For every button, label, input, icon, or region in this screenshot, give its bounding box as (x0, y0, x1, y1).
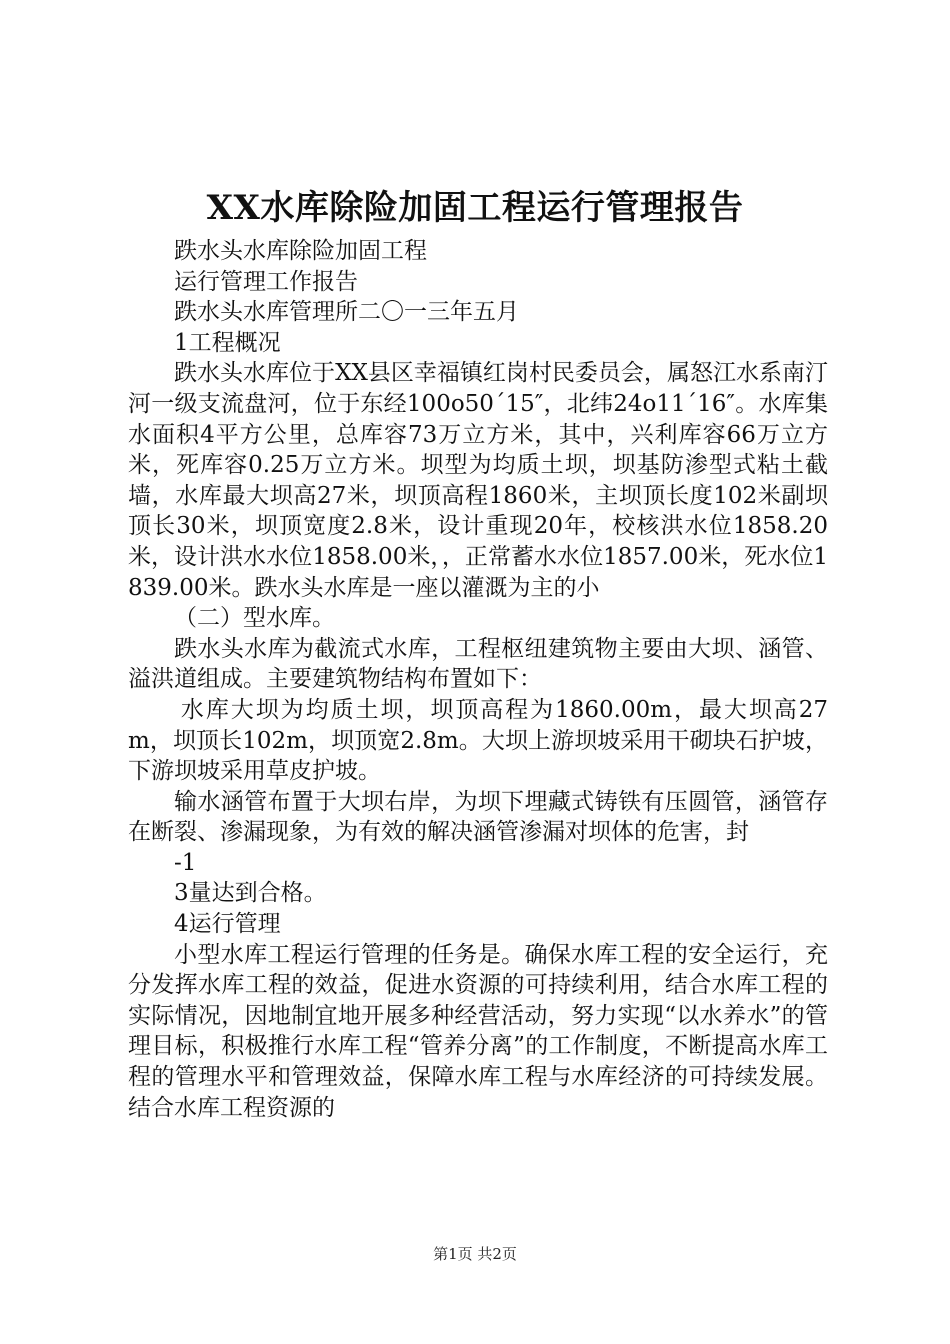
paragraph-overview: 跌水头水库位于XX县区幸福镇红岗村民委员会，属怒江水系南汀河一级支流盘河，位于东经100o50´15″，北纬24o11´16″。水库集水面积4平方公里，总库容73万立方米，其中，兴利库容66万立方米，死库容0.25万立方米。坝型为均质土坝，坝基防渗型式粘土截墙，水库最大坝高27米，坝顶高程1860米，主坝顶长度102米副坝顶长30米，坝顶宽度2.8米，设计重现20年，校核洪水位1858.20米，设计洪水水位1858.00米，，正常蓄水水位1857.00米，死水位1839.00米。跌水头水库是一座以灌溉为主的小 (128, 360, 828, 601)
paragraph-dam: 水库大坝为均质土坝，坝顶高程为1860.00m，最大坝高27m，坝顶长102m，坝顶宽2.8m。大坝上游坝坡采用干砌块石护坡，下游坝坡采用草皮护坡。 (128, 696, 828, 785)
project-name-line: 跌水头水库除险加固工程 (174, 238, 427, 264)
document-title: XX水库除险加固工程运行管理报告 (206, 188, 744, 228)
report-type-line: 运行管理工作报告 (174, 268, 358, 295)
paragraph-structures: 跌水头水库为截流式水库，工程枢纽建筑物主要由大坝、涵管、溢洪道组成。主要建筑物结构布置如下： (128, 635, 828, 693)
document-body (128, 236, 828, 1123)
paragraph-operation: 小型水库工程运行管理的任务是。确保水库工程的安全运行，充分发挥水库工程的效益，促进水资源的可持续利用，结合水库工程的实际情况，因地制宜地开展多种经营活动，努力实现“以水养水”的管理目标，积极推行水库工程“管养分离”的工作制度，不断提高水库工程的管理水平和管理效益，保障水库工程与水库经济的可持续发展。结合水库工程资源的 (128, 941, 828, 1121)
paragraph-quality: 3量达到合格。 (174, 880, 327, 907)
page-fragment-marker: -1 (174, 849, 197, 876)
section-heading-overview: 1工程概况 (174, 329, 281, 356)
paragraph-culvert: 输水涵管布置于大坝右岸，为坝下埋藏式铸铁有压圆管，涵管存在断裂、渗漏现象，为有效的解决涵管渗漏对坝体的危害，封 (128, 788, 828, 846)
section-heading-operation: 4运行管理 (174, 911, 281, 938)
author-date-line: 跌水头水库管理所二〇一三年五月 (174, 299, 519, 326)
paragraph-reservoir-type: （二）型水库。 (174, 605, 335, 632)
page-number-footer: 第1页 共2页 (433, 1245, 517, 1263)
